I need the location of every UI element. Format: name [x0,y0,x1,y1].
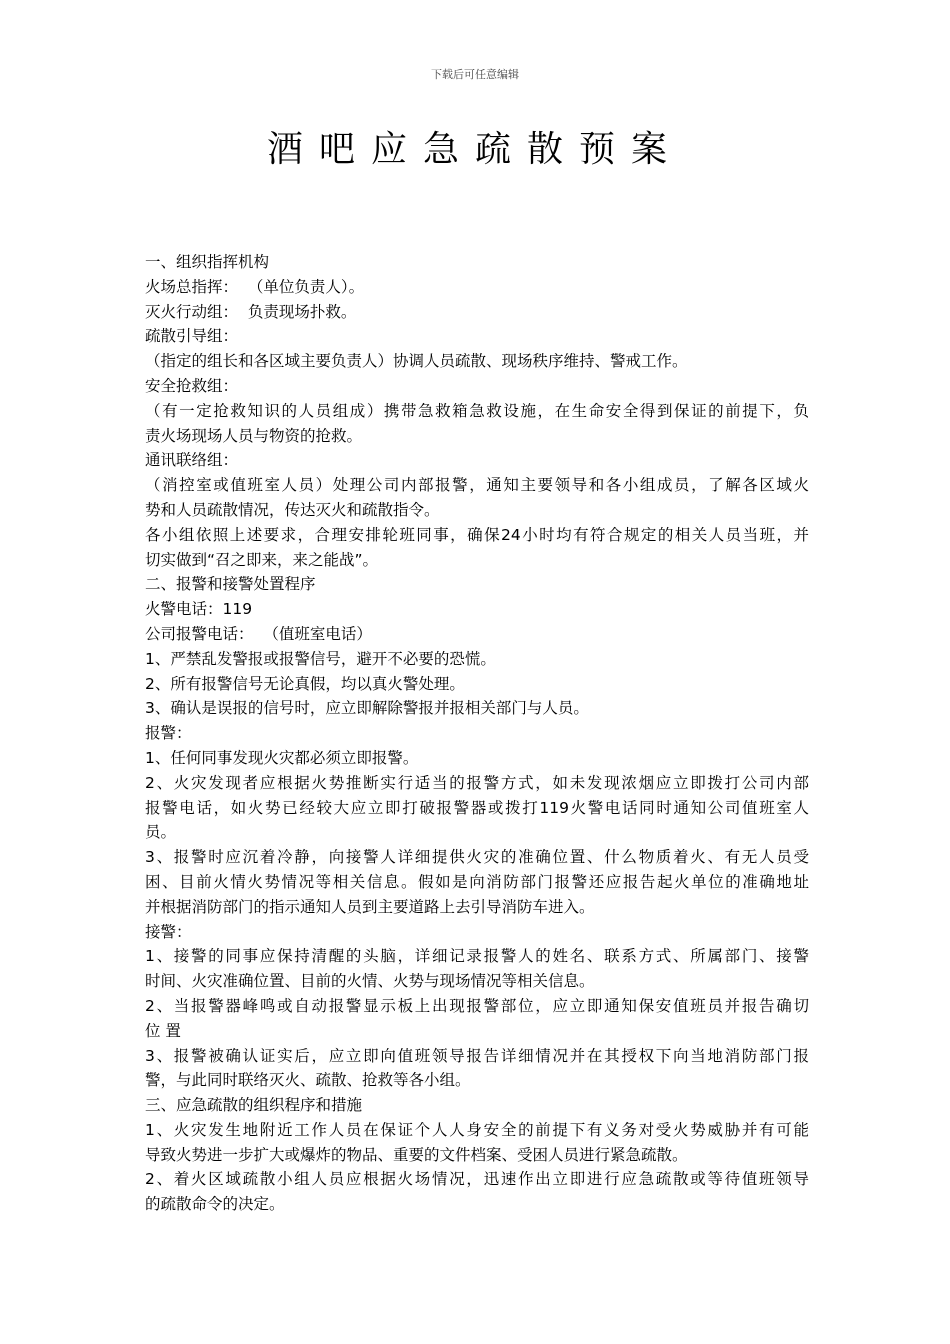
text-line: （消控室或值班室人员）处理公司内部报警，通知主要领导和各小组成员，了解各区域火 [145,476,809,495]
text-line: 导致火势进一步扩大或爆炸的物品、重要的文件档案、受困人员进行紧急疏散。 [145,1145,688,1164]
text-line: 2、当报警器峰鸣或自动报警显示板上出现报警部位，应立即通知保安值班员并报告确切 [145,996,809,1015]
text-line: 一、组织指挥机构 [145,253,270,271]
text-line: 通讯联络组： [145,451,239,470]
text-line: 安全抢救组： [145,376,239,395]
text-line: （指定的组长和各区域主要负责人）协调人员疏散、现场秩序维持、警戒工作。 [145,352,688,371]
text-line: 二、报警和接警处置程序 [145,575,316,594]
text-line: 1、任何同事发现火灾都必须立即报警。 [145,748,419,767]
text-line: 困、目前火情火势情况等相关信息。假如是向消防部门报警还应报告起火单位的准确地址 [145,872,809,891]
text-line: 势和人员疏散情况，传达灭火和疏散指令。 [145,500,440,519]
text-line: 三、应急疏散的组织程序和措施 [145,1096,363,1115]
text-line: 责火场现场人员与物资的抢救。 [145,426,363,445]
text-line: 接警： [145,922,192,941]
text-line: 报警电话，如火势已经较大应立即打破报警器或拨打119火警电话同时通知公司值班室人 [145,798,809,817]
text-line: 的疏散命令的决定。 [145,1195,285,1214]
text-line: （有一定抢救知识的人员组成）携带急救箱急救设施，在生命安全得到保证的前提下，负 [145,401,809,420]
text-line: 报警： [145,724,192,743]
text-line: 并根据消防部门的指示通知人员到主要道路上去引导消防车进入。 [145,897,595,916]
text-line: 1、火灾发生地附近工作人员在保证个人人身安全的前提下有义务对受火势威胁并有可能 [145,1120,809,1139]
text-line: 3、报警时应沉着冷静，向接警人详细提供火灾的准确位置、什么物质着火、有无人员受 [145,848,809,867]
text-line: 切实做到“召之即来，来之能战”。 [145,550,379,569]
text-line: 1、接警的同事应保持清醒的头脑，详细记录报警人的姓名、联系方式、所属部门、接警 [145,947,809,966]
text-line: 2、火灾发现者应根据火势推断实行适当的报警方式，如未发现浓烟应立即拨打公司内部 [145,773,809,792]
text-line: 各小组依照上述要求，合理安排轮班同事，确保24小时均有符合规定的相关人员当班，并 [145,525,809,544]
text-line: 3、确认是误报的信号时，应立即解除警报并报相关部门与人员。 [145,699,589,718]
text-line: 火警电话：119 [145,600,253,619]
text-line: 2、所有报警信号无论真假，均以真火警处理。 [145,674,465,693]
text-line: 3、报警被确认证实后，应立即向值班领导报告详细情况并在其授权下向当地消防部门报 [145,1046,809,1065]
text-line: 员。 [145,823,177,842]
text-line: 疏散引导组： [145,327,239,346]
text-line: 时间、火灾准确位置、目前的火情、火势与现场情况等相关信息。 [145,972,595,991]
text-line: 2、着火区域疏散小组人员应根据火场情况，迅速作出立即进行应急疏散或等待值班领导 [145,1170,809,1189]
text-line: 火场总指挥： （单位负责人）。 [145,277,365,296]
document-body [145,250,809,1217]
document-title: 酒吧应急疏散预案 [266,129,683,170]
text-line: 1、严禁乱发警报或报警信号，避开不必要的恐慌。 [145,649,496,668]
text-line: 警，与此同时联络灭火、疏散、抢救等各小组。 [145,1071,471,1090]
text-line: 位 置 [145,1021,181,1040]
text-line: 灭火行动组： 负责现场扑救。 [145,302,357,321]
text-line: 公司报警电话： （值班室电话） [145,624,372,643]
page-header-note: 下载后可任意编辑 [431,68,519,81]
